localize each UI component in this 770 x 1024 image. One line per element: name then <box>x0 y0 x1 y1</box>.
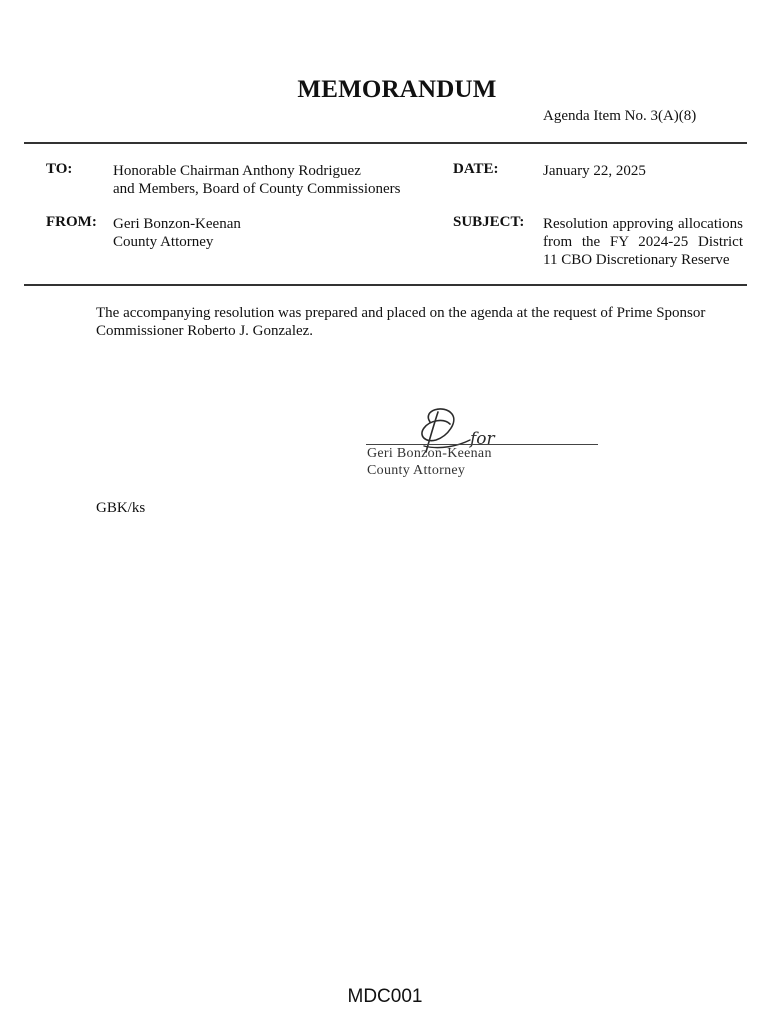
signatory-title: County Attorney <box>367 463 466 478</box>
signature-for-text: for <box>470 429 495 449</box>
agenda-item-number: Agenda Item No. 3(A)(8) <box>543 108 697 124</box>
body-line-1: The accompanying resolution was prepared and placed on the agenda at the request of Prime Sponsor <box>96 305 706 321</box>
from-line-2: County Attorney <box>113 234 214 250</box>
memo-body <box>96 304 716 340</box>
to-label: TO: <box>46 161 73 177</box>
to-line-1: Honorable Chairman Anthony Rodriguez <box>113 163 361 179</box>
header-divider-bottom <box>24 284 747 286</box>
subject-line-2: from the FY 2024-25 District <box>543 234 743 250</box>
date-label: DATE: <box>453 161 499 177</box>
from-value <box>113 215 241 251</box>
subject-line-3: 11 CBO Discretionary Reserve <box>543 252 730 268</box>
footer-document-code: MDC001 <box>347 986 423 1007</box>
subject-label: SUBJECT: <box>453 214 525 230</box>
to-value <box>113 162 400 198</box>
subject-value <box>543 215 743 269</box>
memo-title: MEMORANDUM <box>297 76 497 103</box>
from-line-1: Geri Bonzon-Keenan <box>113 216 241 232</box>
typist-initials: GBK/ks <box>96 500 146 516</box>
to-line-2: and Members, Board of County Commissioners <box>113 181 401 197</box>
body-line-2: Commissioner Roberto J. Gonzalez. <box>96 323 314 339</box>
date-value: January 22, 2025 <box>543 163 646 179</box>
signatory-name: Geri Bonzon-Keenan <box>367 446 492 461</box>
subject-line-1: Resolution approving allocations <box>543 216 743 232</box>
from-label: FROM: <box>46 214 97 230</box>
header-divider-top <box>24 142 747 144</box>
signature-block <box>360 398 605 484</box>
signature-line <box>366 444 598 445</box>
